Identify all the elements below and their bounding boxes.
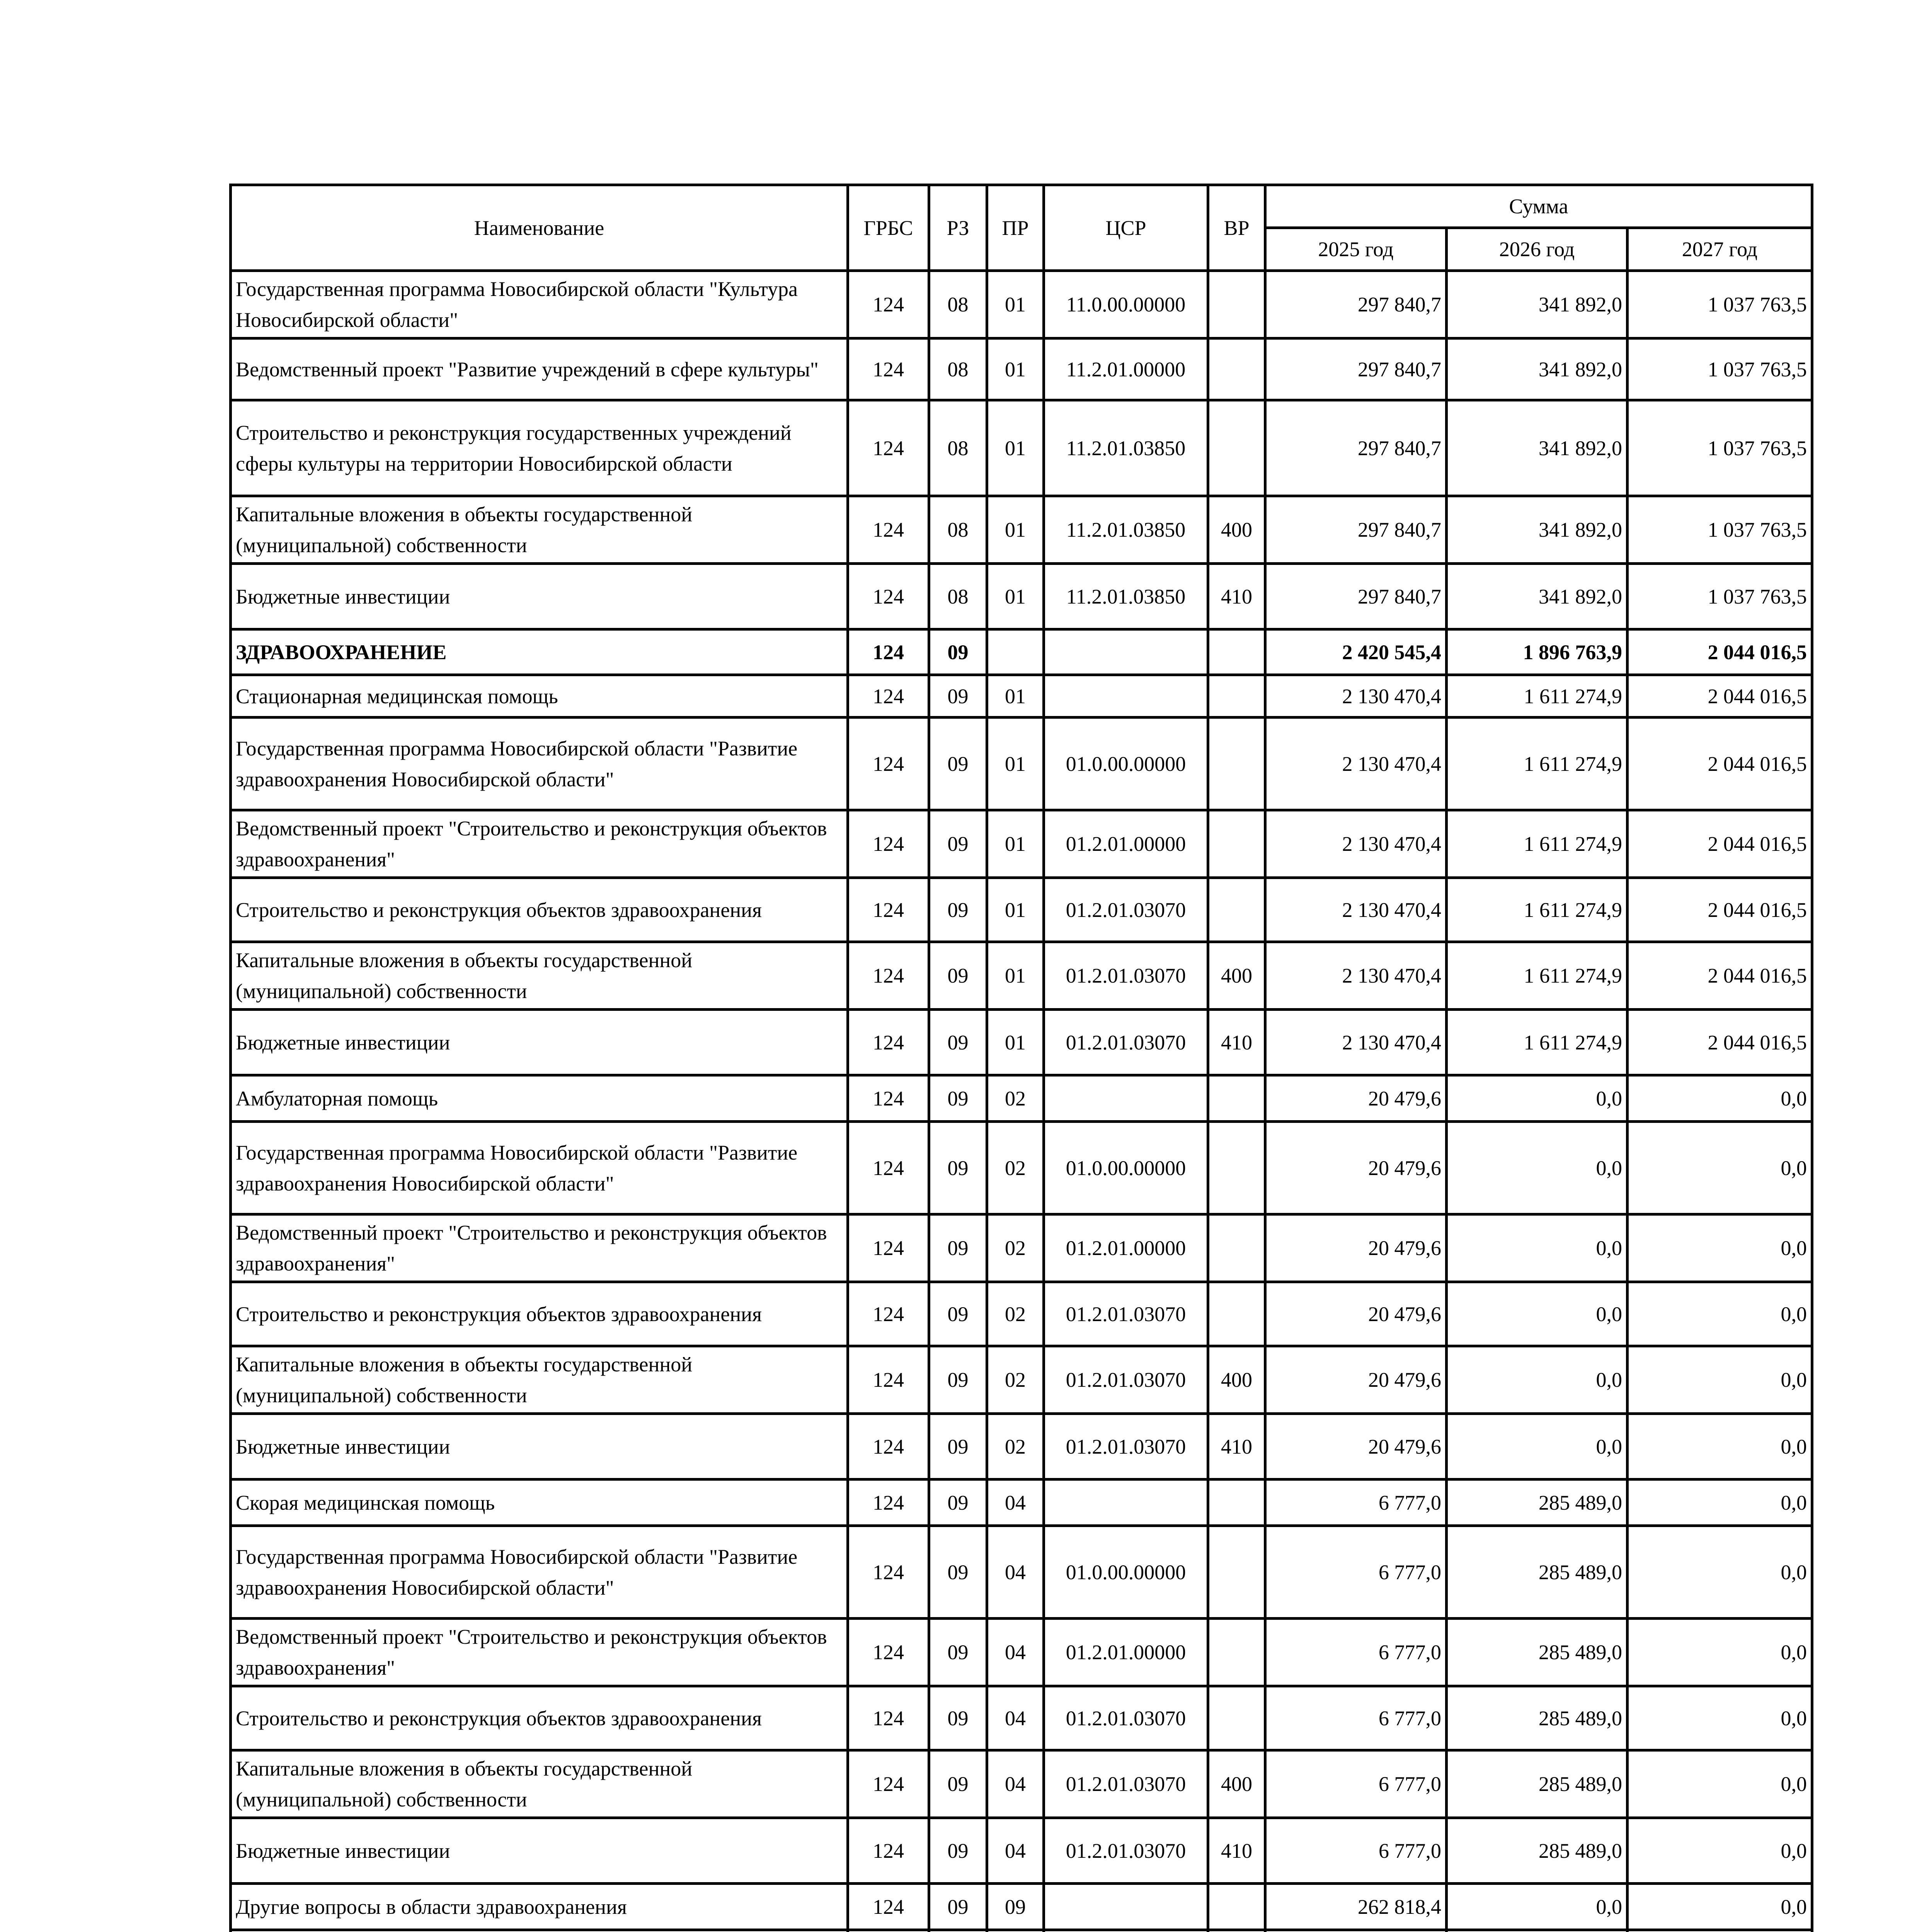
cell-2027: 2 044 016,5: [1628, 629, 1812, 675]
table-body: [231, 271, 1812, 1932]
header-year-2027: 2027 год: [1628, 228, 1812, 271]
cell-2025: [1265, 1930, 1447, 1932]
cell-csr: 11.0.00.00000: [1044, 271, 1208, 338]
cell-2025: 6 777,0: [1265, 1686, 1447, 1750]
cell-vr: [1208, 1619, 1265, 1686]
cell-name: Амбулаторная помощь: [231, 1075, 848, 1122]
cell-rz: 09: [929, 1282, 987, 1346]
cell-csr: 01.2.01.03070: [1044, 1414, 1208, 1480]
cell-name: Ведомственный проект "Строительство и реконструкция объектов здравоохранения": [231, 1214, 848, 1282]
cell-pr: 04: [987, 1818, 1044, 1884]
table-row: [231, 1526, 1812, 1619]
cell-2026: 0,0: [1447, 1282, 1628, 1346]
cell-vr: 400: [1208, 496, 1265, 564]
cell-2027: 0,0: [1628, 1686, 1812, 1750]
cell-grbs: 124: [848, 1346, 929, 1414]
table-row: [231, 1282, 1812, 1346]
cell-rz: 09: [929, 810, 987, 878]
cell-vr: [1208, 718, 1265, 810]
cell-pr: 04: [987, 1526, 1044, 1619]
header-vr: ВР: [1208, 185, 1265, 271]
cell-name: Скорая медицинская помощь: [231, 1480, 848, 1526]
cell-vr: 410: [1208, 1010, 1265, 1075]
table-row: [231, 718, 1812, 810]
cell-2026: 1 611 274,9: [1447, 718, 1628, 810]
cell-2026: 0,0: [1447, 1214, 1628, 1282]
cell-2026: 0,0: [1447, 1075, 1628, 1122]
table-row: [231, 1750, 1812, 1818]
cell-grbs: 124: [848, 629, 929, 675]
cell-rz: 09: [929, 675, 987, 718]
cell-vr: [1208, 1930, 1265, 1932]
cell-rz: 09: [929, 1010, 987, 1075]
cell-2025: 2 130 470,4: [1265, 878, 1447, 942]
cell-2027: 0,0: [1628, 1480, 1812, 1526]
cell-csr: 01.2.01.03070: [1044, 1686, 1208, 1750]
cell-grbs: 124: [848, 1075, 929, 1122]
cell-csr: 01.2.01.03070: [1044, 1282, 1208, 1346]
cell-vr: [1208, 629, 1265, 675]
cell-2026: 341 892,0: [1447, 400, 1628, 496]
cell-vr: [1208, 271, 1265, 338]
cell-2027: 2 044 016,5: [1628, 718, 1812, 810]
cell-name: Строительство и реконструкция объектов здравоохранения: [231, 1686, 848, 1750]
cell-grbs: 124: [848, 1282, 929, 1346]
cell-pr: 04: [987, 1686, 1044, 1750]
cell-vr: [1208, 675, 1265, 718]
cell-vr: [1208, 1480, 1265, 1526]
cell-csr: 11.2.01.00000: [1044, 338, 1208, 400]
cell-grbs: 124: [848, 1884, 929, 1930]
cell-rz: 09: [929, 1818, 987, 1884]
cell-pr: [987, 629, 1044, 675]
cell-vr: [1208, 1122, 1265, 1214]
cell-grbs: 124: [848, 1686, 929, 1750]
table-row: [231, 1480, 1812, 1526]
cell-2025: 2 130 470,4: [1265, 675, 1447, 718]
table-row: [231, 1075, 1812, 1122]
cell-grbs: 124: [848, 1619, 929, 1686]
cell-2027: 0,0: [1628, 1526, 1812, 1619]
cell-rz: 08: [929, 496, 987, 564]
cell-vr: 400: [1208, 1346, 1265, 1414]
cell-2027: 0,0: [1628, 1346, 1812, 1414]
cell-name: Капитальные вложения в объекты государственной (муниципальной) собственности: [231, 942, 848, 1010]
cell-pr: 01: [987, 675, 1044, 718]
cell-csr: 01.2.01.00000: [1044, 1214, 1208, 1282]
cell-grbs: 124: [848, 1750, 929, 1818]
cell-pr: 01: [987, 564, 1044, 629]
cell-2025: 20 479,6: [1265, 1346, 1447, 1414]
cell-rz: 09: [929, 718, 987, 810]
cell-name: Ведомственный проект "Строительство и реконструкция объектов здравоохранения": [231, 1619, 848, 1686]
cell-grbs: 124: [848, 564, 929, 629]
cell-2027: 0,0: [1628, 1884, 1812, 1930]
cell-csr: [1044, 1930, 1208, 1932]
table-row: [231, 1818, 1812, 1884]
cell-csr: 01.2.01.03070: [1044, 1818, 1208, 1884]
table-row: [231, 1686, 1812, 1750]
cell-rz: 09: [929, 629, 987, 675]
cell-pr: 01: [987, 810, 1044, 878]
cell-name: Государственная программа Новосибирской области "Развитие здравоохранения Новосибирской области": [231, 1526, 848, 1619]
cell-2026: 285 489,0: [1447, 1818, 1628, 1884]
cell-2027: 2 044 016,5: [1628, 942, 1812, 1010]
cell-2027: 0,0: [1628, 1619, 1812, 1686]
cell-grbs: 124: [848, 1818, 929, 1884]
cell-csr: 01.0.00.00000: [1044, 1122, 1208, 1214]
cell-2026: 341 892,0: [1447, 271, 1628, 338]
cell-vr: 400: [1208, 1750, 1265, 1818]
cell-2027: 0,0: [1628, 1414, 1812, 1480]
cell-pr: 04: [987, 1619, 1044, 1686]
cell-2026: 1 611 274,9: [1447, 675, 1628, 718]
cell-2025: 297 840,7: [1265, 271, 1447, 338]
cell-2027: 2 044 016,5: [1628, 1010, 1812, 1075]
header-year-2025: 2025 год: [1265, 228, 1447, 271]
cell-rz: 08: [929, 271, 987, 338]
cell-rz: 09: [929, 1414, 987, 1480]
cell-2026: 1 896 763,9: [1447, 629, 1628, 675]
cell-rz: 09: [929, 1619, 987, 1686]
table-row: [231, 1122, 1812, 1214]
cell-2025: 297 840,7: [1265, 496, 1447, 564]
cell-name: Ведомственный проект "Строительство и реконструкция объектов здравоохранения": [231, 810, 848, 878]
cell-csr: 11.2.01.03850: [1044, 400, 1208, 496]
cell-pr: 01: [987, 338, 1044, 400]
cell-vr: 410: [1208, 1818, 1265, 1884]
cell-csr: [1044, 1480, 1208, 1526]
cell-2027: 0,0: [1628, 1750, 1812, 1818]
cell-2027: 2 044 016,5: [1628, 675, 1812, 718]
cell-rz: 09: [929, 878, 987, 942]
cell-2026: 1 611 274,9: [1447, 810, 1628, 878]
table-row: [231, 878, 1812, 942]
cell-2025: 20 479,6: [1265, 1214, 1447, 1282]
cell-vr: [1208, 1884, 1265, 1930]
cell-name: Ведомственный проект "Развитие учреждений в сфере культуры": [231, 338, 848, 400]
cell-rz: 09: [929, 1346, 987, 1414]
cell-grbs: 124: [848, 1214, 929, 1282]
table-row: [231, 1346, 1812, 1414]
cell-vr: [1208, 400, 1265, 496]
cell-2026: 1 611 274,9: [1447, 878, 1628, 942]
cell-rz: 08: [929, 338, 987, 400]
cell-pr: 01: [987, 718, 1044, 810]
cell-pr: 02: [987, 1122, 1044, 1214]
table-row: [231, 629, 1812, 675]
cell-pr: 01: [987, 942, 1044, 1010]
cell-csr: 01.2.01.03070: [1044, 1750, 1208, 1818]
cell-rz: 09: [929, 1750, 987, 1818]
cell-csr: 01.2.01.03070: [1044, 942, 1208, 1010]
table-row: [231, 1214, 1812, 1282]
cell-name: Бюджетные инвестиции: [231, 564, 848, 629]
cell-rz: 08: [929, 564, 987, 629]
cell-csr: 01.0.00.00000: [1044, 718, 1208, 810]
cell-vr: [1208, 338, 1265, 400]
cell-name: Капитальные вложения в объекты государственной (муниципальной) собственности: [231, 1346, 848, 1414]
cell-name: Стационарная медицинская помощь: [231, 675, 848, 718]
header-grbs: ГРБС: [848, 185, 929, 271]
table-row: [231, 810, 1812, 878]
cell-2027: 1 037 763,5: [1628, 338, 1812, 400]
cell-2026: 341 892,0: [1447, 496, 1628, 564]
cell-rz: 09: [929, 1214, 987, 1282]
cell-csr: 01.0.00.00000: [1044, 1526, 1208, 1619]
cell-csr: 01.2.01.03070: [1044, 1346, 1208, 1414]
cell-2025: 20 479,6: [1265, 1414, 1447, 1480]
cell-grbs: 124: [848, 271, 929, 338]
table-row: [231, 675, 1812, 718]
cell-name: Строительство и реконструкция объектов здравоохранения: [231, 878, 848, 942]
cell-name: Государственная программа Новосибирской области "Культура Новосибирской области": [231, 271, 848, 338]
cell-name: Строительство и реконструкция объектов здравоохранения: [231, 1282, 848, 1346]
cell-2025: 6 777,0: [1265, 1619, 1447, 1686]
cell-2026: 0,0: [1447, 1122, 1628, 1214]
cell-2026: 1 611 274,9: [1447, 1010, 1628, 1075]
cell-name: [231, 1930, 848, 1932]
header-year-2026: 2026 год: [1447, 228, 1628, 271]
cell-grbs: 124: [848, 878, 929, 942]
cell-2025: 2 420 545,4: [1265, 629, 1447, 675]
cell-2026: 341 892,0: [1447, 338, 1628, 400]
budget-table: [229, 184, 1813, 1932]
cell-2027: 1 037 763,5: [1628, 564, 1812, 629]
cell-pr: 04: [987, 1480, 1044, 1526]
cell-rz: 09: [929, 1075, 987, 1122]
cell-2026: 285 489,0: [1447, 1619, 1628, 1686]
table-row: [231, 338, 1812, 400]
cell-grbs: 124: [848, 1526, 929, 1619]
cell-rz: [929, 1930, 987, 1932]
cell-2025: 6 777,0: [1265, 1526, 1447, 1619]
cell-2027: 2 044 016,5: [1628, 810, 1812, 878]
cell-2025: 297 840,7: [1265, 400, 1447, 496]
table-row: [231, 400, 1812, 496]
cell-rz: 09: [929, 1480, 987, 1526]
cell-pr: [987, 1930, 1044, 1932]
table-row: [231, 564, 1812, 629]
cell-csr: 01.2.01.03070: [1044, 878, 1208, 942]
cell-csr: 11.2.01.03850: [1044, 564, 1208, 629]
table-row: [231, 1930, 1812, 1932]
cell-csr: 11.2.01.03850: [1044, 496, 1208, 564]
cell-2026: 285 489,0: [1447, 1480, 1628, 1526]
cell-name: Бюджетные инвестиции: [231, 1414, 848, 1480]
cell-vr: [1208, 1282, 1265, 1346]
cell-vr: [1208, 1075, 1265, 1122]
cell-vr: 410: [1208, 1414, 1265, 1480]
cell-pr: 01: [987, 1010, 1044, 1075]
cell-name: Государственная программа Новосибирской области "Развитие здравоохранения Новосибирской области": [231, 718, 848, 810]
cell-pr: 02: [987, 1075, 1044, 1122]
cell-vr: [1208, 878, 1265, 942]
cell-csr: [1044, 675, 1208, 718]
cell-2025: 20 479,6: [1265, 1075, 1447, 1122]
cell-name: Бюджетные инвестиции: [231, 1010, 848, 1075]
cell-2026: 285 489,0: [1447, 1750, 1628, 1818]
cell-rz: 08: [929, 400, 987, 496]
cell-csr: [1044, 1075, 1208, 1122]
cell-pr: 01: [987, 400, 1044, 496]
cell-2026: [1447, 1930, 1628, 1932]
cell-pr: 09: [987, 1884, 1044, 1930]
cell-2027: 0,0: [1628, 1282, 1812, 1346]
cell-vr: [1208, 1526, 1265, 1619]
cell-grbs: [848, 1930, 929, 1932]
cell-2025: 297 840,7: [1265, 564, 1447, 629]
cell-vr: 410: [1208, 564, 1265, 629]
cell-rz: 09: [929, 942, 987, 1010]
cell-csr: [1044, 1884, 1208, 1930]
cell-name: Государственная программа Новосибирской области "Развитие здравоохранения Новосибирской области": [231, 1122, 848, 1214]
cell-name: Капитальные вложения в объекты государственной (муниципальной) собственности: [231, 1750, 848, 1818]
cell-2025: 297 840,7: [1265, 338, 1447, 400]
cell-csr: 01.2.01.00000: [1044, 1619, 1208, 1686]
cell-2025: 6 777,0: [1265, 1818, 1447, 1884]
cell-rz: 09: [929, 1884, 987, 1930]
cell-2025: 6 777,0: [1265, 1750, 1447, 1818]
cell-2027: 0,0: [1628, 1214, 1812, 1282]
cell-grbs: 124: [848, 400, 929, 496]
cell-name: ЗДРАВООХРАНЕНИЕ: [231, 629, 848, 675]
cell-pr: 02: [987, 1282, 1044, 1346]
cell-rz: 09: [929, 1526, 987, 1619]
cell-pr: 02: [987, 1346, 1044, 1414]
table-header: [231, 185, 1812, 271]
cell-pr: 01: [987, 271, 1044, 338]
cell-pr: 02: [987, 1414, 1044, 1480]
cell-vr: [1208, 1214, 1265, 1282]
cell-grbs: 124: [848, 1122, 929, 1214]
cell-2026: 341 892,0: [1447, 564, 1628, 629]
cell-grbs: 124: [848, 1414, 929, 1480]
cell-csr: [1044, 629, 1208, 675]
cell-vr: [1208, 810, 1265, 878]
cell-grbs: 124: [848, 675, 929, 718]
cell-grbs: 124: [848, 810, 929, 878]
cell-grbs: 124: [848, 718, 929, 810]
cell-2027: 1 037 763,5: [1628, 271, 1812, 338]
cell-2026: 0,0: [1447, 1346, 1628, 1414]
cell-name: Другие вопросы в области здравоохранения: [231, 1884, 848, 1930]
cell-2027: 0,0: [1628, 1818, 1812, 1884]
cell-2025: 20 479,6: [1265, 1122, 1447, 1214]
cell-2027: 1 037 763,5: [1628, 496, 1812, 564]
cell-2025: 2 130 470,4: [1265, 718, 1447, 810]
cell-vr: [1208, 1686, 1265, 1750]
header-pr: ПР: [987, 185, 1044, 271]
cell-2025: 262 818,4: [1265, 1884, 1447, 1930]
cell-rz: 09: [929, 1122, 987, 1214]
cell-name: Бюджетные инвестиции: [231, 1818, 848, 1884]
cell-pr: 01: [987, 496, 1044, 564]
cell-pr: 01: [987, 878, 1044, 942]
header-name: Наименование: [231, 185, 848, 271]
cell-2026: 0,0: [1447, 1414, 1628, 1480]
cell-pr: 02: [987, 1214, 1044, 1282]
header-csr: ЦСР: [1044, 185, 1208, 271]
cell-csr: 01.2.01.00000: [1044, 810, 1208, 878]
cell-grbs: 124: [848, 338, 929, 400]
cell-2026: 285 489,0: [1447, 1686, 1628, 1750]
table-row: [231, 1619, 1812, 1686]
cell-2025: 2 130 470,4: [1265, 810, 1447, 878]
cell-2025: 20 479,6: [1265, 1282, 1447, 1346]
cell-2027: [1628, 1930, 1812, 1932]
cell-csr: 01.2.01.03070: [1044, 1010, 1208, 1075]
table-row: [231, 1010, 1812, 1075]
cell-grbs: 124: [848, 496, 929, 564]
cell-2025: 2 130 470,4: [1265, 1010, 1447, 1075]
cell-2025: 2 130 470,4: [1265, 942, 1447, 1010]
header-rz: РЗ: [929, 185, 987, 271]
header-sum: Сумма: [1265, 185, 1812, 228]
table-row: [231, 271, 1812, 338]
cell-2027: 0,0: [1628, 1075, 1812, 1122]
cell-2026: 0,0: [1447, 1884, 1628, 1930]
cell-name: Строительство и реконструкция государственных учреждений сферы культуры на территории Новосибирской области: [231, 400, 848, 496]
table-row: [231, 496, 1812, 564]
cell-rz: 09: [929, 1686, 987, 1750]
cell-2026: 285 489,0: [1447, 1526, 1628, 1619]
cell-pr: 04: [987, 1750, 1044, 1818]
cell-2027: 1 037 763,5: [1628, 400, 1812, 496]
cell-2026: 1 611 274,9: [1447, 942, 1628, 1010]
table-row: [231, 1884, 1812, 1930]
cell-2027: 0,0: [1628, 1122, 1812, 1214]
cell-2027: 2 044 016,5: [1628, 878, 1812, 942]
cell-grbs: 124: [848, 942, 929, 1010]
table-row: [231, 942, 1812, 1010]
cell-grbs: 124: [848, 1010, 929, 1075]
cell-grbs: 124: [848, 1480, 929, 1526]
cell-vr: 400: [1208, 942, 1265, 1010]
cell-name: Капитальные вложения в объекты государственной (муниципальной) собственности: [231, 496, 848, 564]
cell-2025: 6 777,0: [1265, 1480, 1447, 1526]
table-row: [231, 1414, 1812, 1480]
